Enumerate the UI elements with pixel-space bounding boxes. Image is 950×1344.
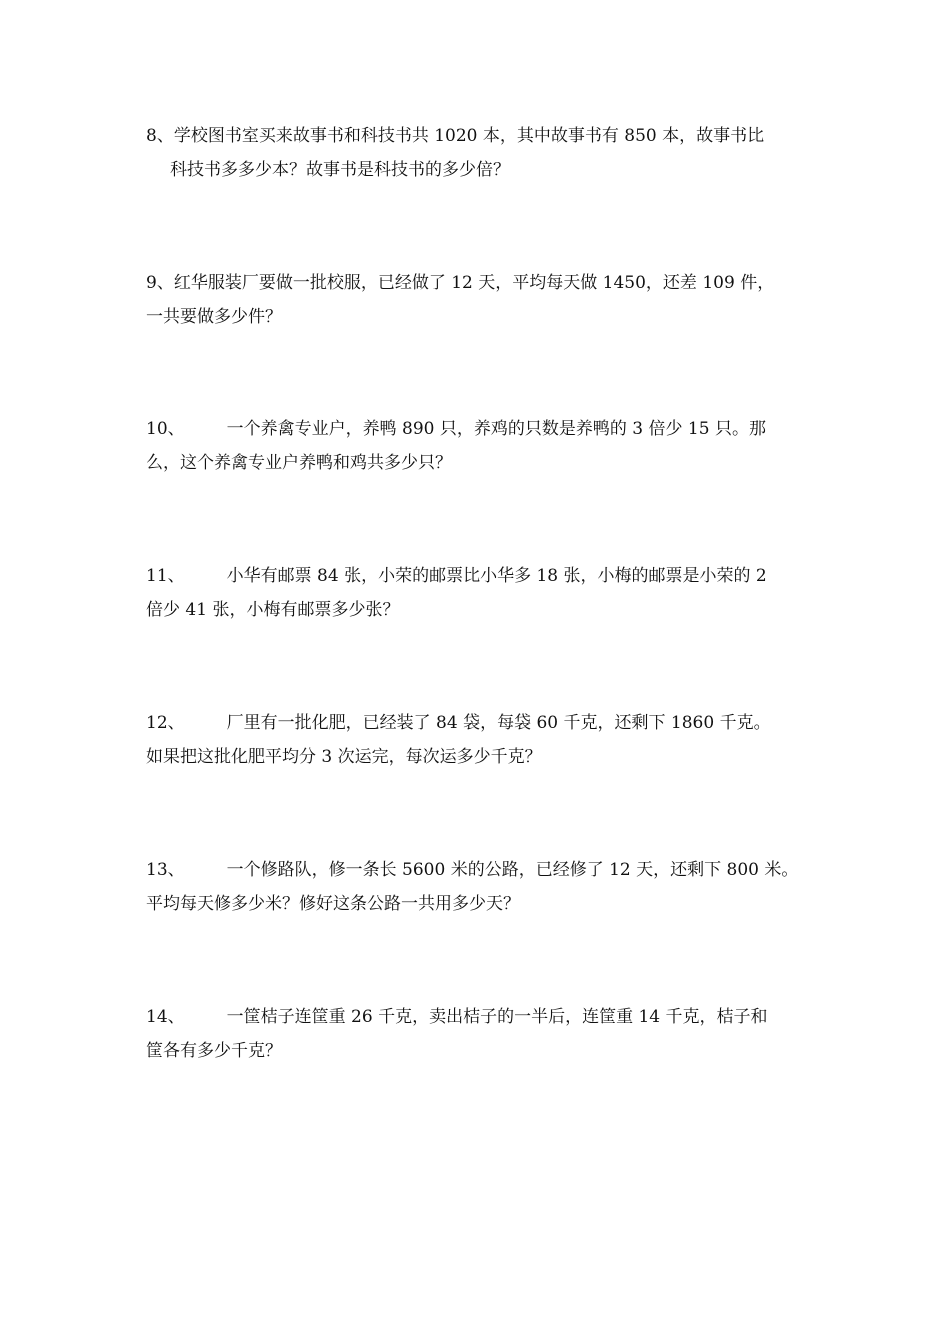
problem-text: 一筐桔子连筐重 26 千克，卖出桔子的一半后，连筐重 14 千克，桔子和 [226,1007,768,1027]
problem-13 [146,853,816,921]
problem-number: 9、 [146,273,174,293]
problem-14 [146,1000,816,1068]
problem-text: 一个养禽专业户，养鸭 890 只，养鸡的只数是养鸭的 3 倍少 15 只。那 [226,419,766,439]
problem-8 [146,119,816,187]
problem-number: 14、 [146,1007,185,1027]
problem-line-2: 平均每天修多少米？修好这条公路一共用多少天？ [146,894,520,914]
problem-text: 学校图书室买来故事书和科技书共 1020 本，其中故事书有 850 本，故事书比 [173,126,765,146]
problem-line-2: 倍少 41 张，小梅有邮票多少张？ [146,600,400,620]
problem-line-1 [146,412,816,446]
problem-line-1 [146,1000,816,1034]
problem-line-2: 筐各有多少千克？ [146,1041,282,1061]
problem-line-2: 科技书多多少本？故事书是科技书的多少倍？ [170,160,510,180]
problem-text: 厂里有一批化肥，已经装了 84 袋，每袋 60 千克，还剩下 1860 千克。 [226,713,771,733]
problem-line-1 [146,266,816,300]
problem-line-1 [146,119,816,153]
problem-9 [146,266,816,334]
problem-line-2: 如果把这批化肥平均分 3 次运完，每次运多少千克？ [146,747,542,767]
problem-number: 10、 [146,419,185,439]
problem-text: 红华服装厂要做一批校服，已经做了 12 天，平均每天做 1450，还差 109 件， [173,273,775,293]
problem-number: 8、 [146,126,174,146]
problem-line-2: 一共要做多少件？ [146,307,282,327]
problem-text: 一个修路队，修一条长 5600 米的公路，已经修了 12 天，还剩下 800 米。 [226,860,799,880]
problem-line-1 [146,853,816,887]
problem-number: 11、 [146,566,185,586]
problem-10 [146,412,816,480]
problem-line-1 [146,706,816,740]
problem-11 [146,559,816,627]
problem-number: 12、 [146,713,185,733]
problem-text: 小华有邮票 84 张，小荣的邮票比小华多 18 张，小梅的邮票是小荣的 2 [226,566,767,586]
problem-line-2: 么，这个养禽专业户养鸭和鸡共多少只？ [146,453,452,473]
problem-number: 13、 [146,860,185,880]
problem-12 [146,706,816,774]
problem-line-1 [146,559,816,593]
